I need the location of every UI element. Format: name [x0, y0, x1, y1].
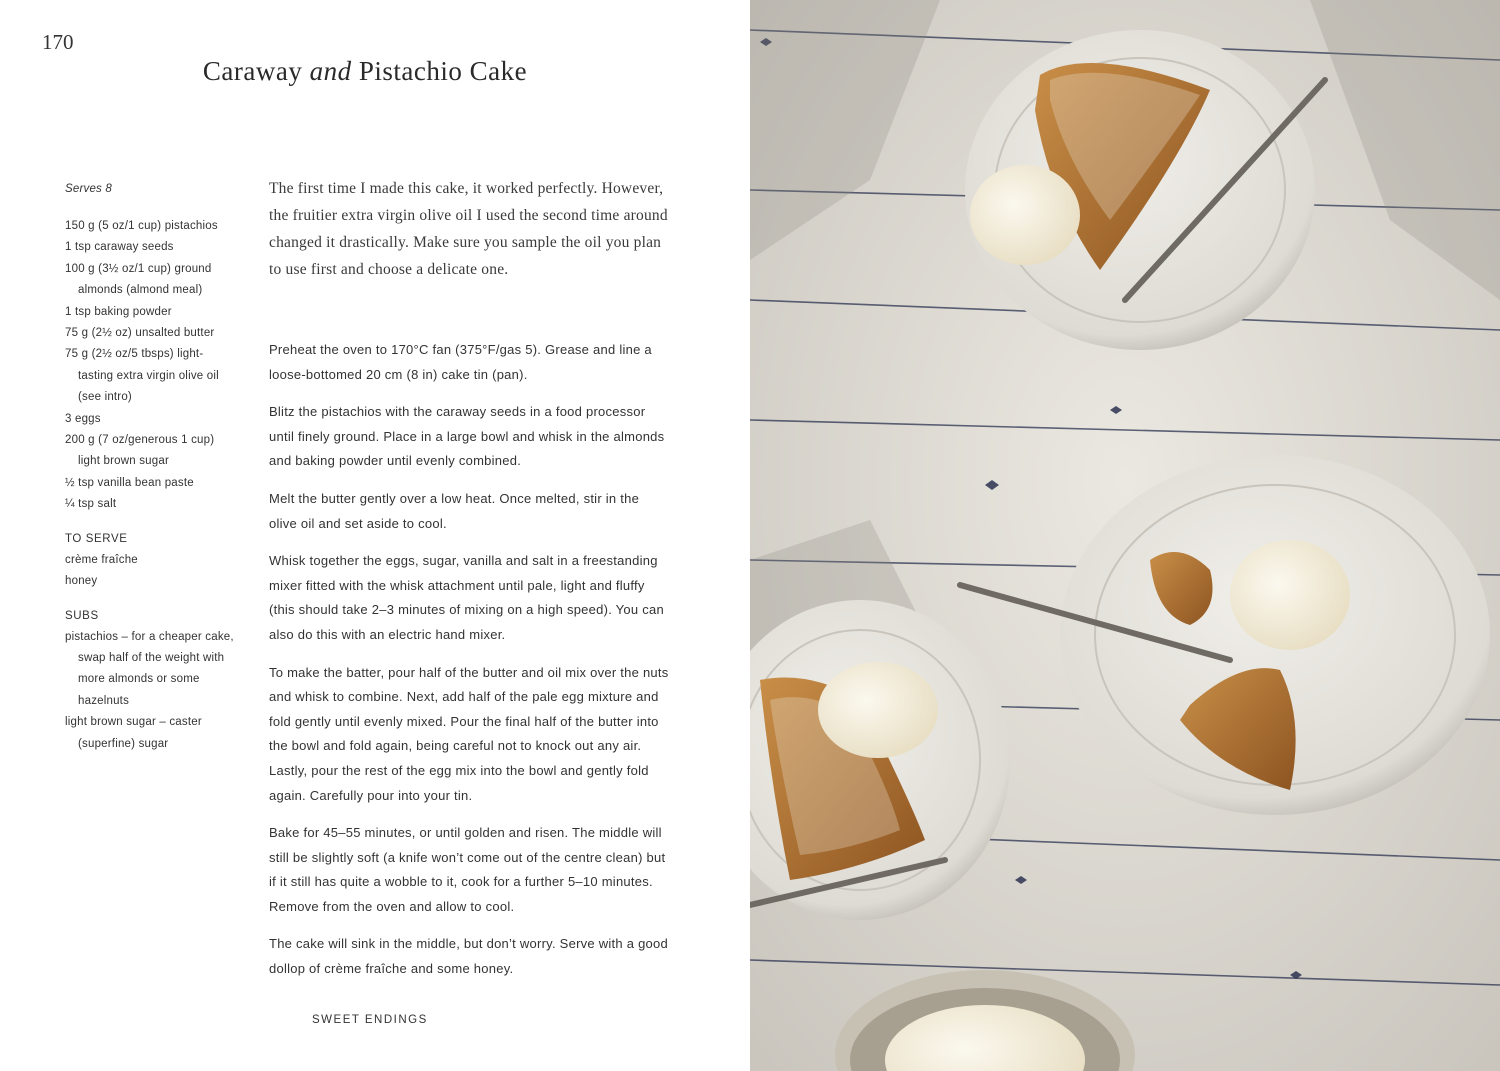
intro-paragraph: The first time I made this cake, it worked perfectly. However, the fruitier extra virgin olive oil I used the second time around changed it drastically. Make sure you sample the oil you plan to use first and choose a delicate one. [269, 180, 668, 278]
ingredient-item: 75 g (2½ oz) unsalted butter [65, 327, 215, 340]
serves-label: Serves 8 [65, 183, 112, 195]
ingredient-item: 75 g (2½ oz/5 tbsps) light-tasting extra virgin olive oil (see intro) [65, 348, 219, 404]
ingredient-item: ½ tsp vanilla bean paste [65, 476, 194, 489]
subs-item: pistachios – for a cheaper cake, swap half of the weight with more almonds or some hazelnuts [65, 630, 234, 707]
ingredient-item: 3 eggs [65, 412, 101, 425]
subs-item: light brown sugar – caster (superfine) sugar [65, 716, 202, 750]
method-step: Melt the butter gently over a low heat. Once melted, stir in the olive oil and set aside to cool. [269, 490, 640, 531]
method-step: The cake will sink in the middle, but don’t worry. Serve with a good dollop of crème fraîche and some honey. [269, 936, 668, 977]
title-part-2: and [309, 56, 352, 86]
method-step: Preheat the oven to 170°C fan (375°F/gas 5). Grease and line a loose-bottomed 20 cm (8 in) cake tin (pan). [269, 342, 652, 382]
title-part-1: Caraway [202, 56, 310, 86]
title-part-3: Pistachio Cake [351, 56, 528, 86]
ingredient-item: 100 g (3½ oz/1 cup) ground almonds (almond meal) [65, 262, 212, 297]
section-footer: SWEET ENDINGS [312, 1014, 428, 1026]
method-step: To make the batter, pour half of the butter and oil mix over the nuts and whisk to combine. Next, add half of the pale egg mixture and fold gently until evenly mixed. Pour the final half of the butter into the bowl and fold again, being careful not to knock out any air. Lastly, pour the rest of the egg mix into the bowl and gently fold again. Carefully pour into your tin. [269, 664, 669, 803]
method-step: Whisk together the eggs, sugar, vanilla and salt in a freestanding mixer fitted with the whisk attachment until pale, light and fluffy (this should take 2–3 minutes of mixing on a high speed). You can also do this with an electric hand mixer. [269, 553, 664, 642]
creme-fraiche-top [970, 165, 1080, 265]
ingredient-item: ¼ tsp salt [65, 498, 117, 511]
method-step: Blitz the pistachios with the caraway seeds in a food processor until finely ground. Place in a large bowl and whisk in the almonds and baking powder until evenly combined. [269, 404, 665, 469]
to-serve-item: honey [65, 575, 98, 588]
ingredient-item: 1 tsp baking powder [65, 305, 172, 318]
ingredient-item: 150 g (5 oz/1 cup) pistachios [65, 220, 218, 232]
cake-photo [750, 0, 1500, 1071]
subs-heading: SUBS [65, 609, 99, 622]
ingredient-item: 200 g (7 oz/generous 1 cup) light brown sugar [65, 434, 215, 468]
ingredients-column [65, 180, 235, 755]
method-section [269, 338, 669, 995]
to-serve-heading: TO SERVE [65, 532, 128, 545]
method-step: Bake for 45–55 minutes, or until golden and risen. The middle will still be slightly soft (a knife won’t come out of the centre clean) but if it still has quite a wobble to it, cook for a further 5–10 minutes. Remove from the oven and allow to cool. [269, 825, 666, 914]
page-number: 170 [42, 30, 74, 54]
creme-fraiche-lower [818, 662, 938, 758]
ingredient-item: 1 tsp caraway seeds [65, 241, 174, 254]
to-serve-item: crème fraîche [65, 553, 138, 566]
creme-fraiche-middle [1230, 540, 1350, 650]
recipe-title [0, 56, 730, 87]
